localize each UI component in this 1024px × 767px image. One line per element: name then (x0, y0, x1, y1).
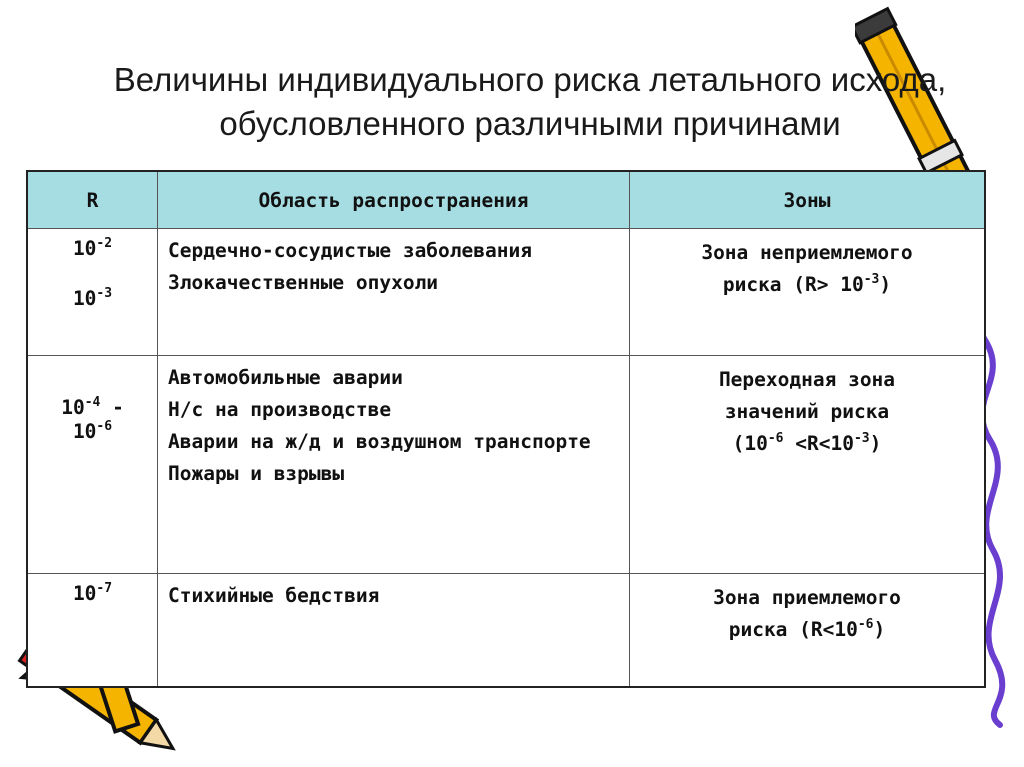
r-value: $10^{-4}$ - (61, 395, 124, 419)
zone-line: значений риска (724, 400, 890, 423)
area-item: Пожары и взрывы (168, 462, 345, 485)
r-value: $10^{-7}$ (72, 581, 113, 605)
zone-line: Переходная зона (718, 368, 896, 391)
area-item: Злокачественные опухоли (168, 271, 439, 294)
zone-cell (630, 229, 986, 356)
header-r: R (27, 171, 158, 229)
area-item: Автомобильные аварии (168, 366, 403, 389)
zone-line: риска $(R<10^{-6})$ (728, 617, 886, 641)
area-cell (158, 356, 630, 574)
r-cell (27, 356, 158, 574)
table-row (27, 229, 985, 356)
r-value: $10^{-2}$ (72, 236, 113, 260)
area-item: Стихийные бедствия (168, 584, 380, 607)
area-item: Н/с на производстве (168, 398, 392, 421)
zone-cell (630, 574, 986, 687)
zone-line: Зона неприемлемого (701, 241, 913, 264)
zone-line: $(10^{-6} <R<10^{-3})$ (732, 431, 882, 455)
title-line-2: обусловленного различными причинами (219, 105, 841, 142)
title-line-1: Величины индивидуального риска летального исхода, (113, 61, 947, 98)
zone-line: риска $(R> 10^{-3})$ (722, 272, 892, 296)
area-item: Сердечно-сосудистые заболевания (168, 239, 532, 262)
area-cell (158, 229, 630, 356)
zone-line: Зона приемлемого (713, 586, 901, 609)
table-row (27, 356, 985, 574)
area-item: Аварии на ж/д и воздушном транспорте (168, 430, 591, 453)
header-zones: Зоны (630, 171, 986, 229)
table-header-row (27, 171, 985, 229)
zone-cell (630, 356, 986, 574)
table-row (27, 574, 985, 687)
r-value: $10^{-6}$ (72, 419, 113, 443)
page-title (40, 58, 1020, 146)
r-value: $10^{-3}$ (72, 286, 113, 310)
r-cell (27, 574, 158, 687)
r-cell (27, 229, 158, 356)
header-area: Область распространения (158, 171, 630, 229)
area-cell (158, 574, 630, 687)
risk-table (26, 170, 986, 688)
